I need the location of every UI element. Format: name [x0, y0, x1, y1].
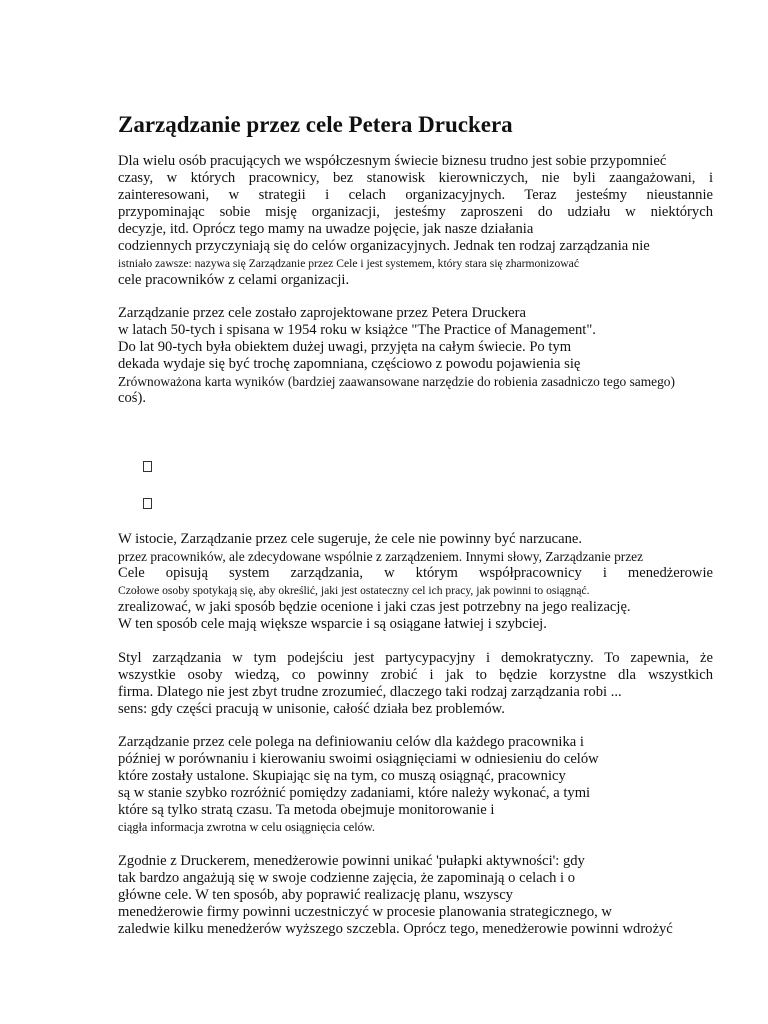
text-line: ciągła informacja zwrotna w celu osiągnięcia celów. [118, 820, 375, 834]
text-line: Styl zarządzania w tym podejściu jest partycypacyjny i demokratyczny. To zapewnia, że [118, 650, 713, 666]
text-line: decyzje, itd. Oprócz tego mamy na uwadze pojęcie, jak nasze działania [118, 221, 534, 237]
text-line: W ten sposób cele mają większe wsparcie i są osiągane łatwiej i szybciej. [118, 616, 547, 632]
missing-glyph-icon [143, 461, 152, 472]
text-line: zainteresowani, w strategii i celach organizacyjnych. Teraz jesteśmy nieustannie [118, 187, 713, 203]
text-line: menedżerowie firmy powinni uczestniczyć w procesie planowania strategicznego, w [118, 904, 612, 920]
text-line: tak bardzo angażują się w swoje codzienne zajęcia, że zapominają o celach i o [118, 870, 576, 886]
text-line: Dla wielu osób pracujących we współczesnym świecie biznesu trudno jest sobie przypomnieć [118, 153, 667, 169]
paragraph-history [118, 305, 713, 407]
text-line: zaledwie kilku menedżerów wyższego szczebla. Oprócz tego, menedżerowie powinni wdrożyć [118, 921, 673, 937]
text-line: są w stanie szybko rozróżnić pomiędzy zadaniami, które należy wykonać, a tymi [118, 785, 591, 801]
text-line: wszystkie osoby wiedzą, co powinny zrobić i jak to będzie korzystne dla wszystkich [118, 667, 713, 683]
document-title: Zarządzanie przez cele Petera Druckera [118, 112, 513, 137]
text-line: Zarządzanie przez cele polega na definiowaniu celów dla każdego pracownika i [118, 734, 584, 750]
text-line: Cele opisują system zarządzania, w którym współpracownicy i menedżerowie [118, 565, 713, 581]
text-line: w latach 50-tych i spisana w 1954 roku w książce "The Practice of Management". [118, 322, 596, 338]
text-line: Zrównoważona karta wyników (bardziej zaawansowane narzędzie do robienia zasadniczo tego samego) [118, 374, 675, 389]
paragraph-intro [118, 153, 713, 289]
text-line: cele pracowników z celami organizacji. [118, 272, 350, 288]
text-line: codziennych przyczyniają się do celów organizacyjnych. Jednak ten rodzaj zarządzania nie [118, 238, 650, 254]
text-line: Zarządzanie przez cele zostało zaprojektowane przez Petera Druckera [118, 305, 526, 321]
text-line: firma. Dlatego nie jest zbyt trudne zrozumieć, dlaczego taki rodzaj zarządzania robi ... [118, 684, 622, 700]
text-line: główne cele. W ten sposób, aby poprawić realizację planu, wszyscy [118, 887, 513, 903]
text-line: zrealizować, w jaki sposób będzie ocenione i jaki czas jest potrzebny na jego realizację. [118, 599, 631, 615]
text-line: później w porównaniu i kierowaniu swoimi osiągnięciami w odniesieniu do celów [118, 751, 599, 767]
text-line: Zgodnie z Druckerem, menedżerowie powinni unikać 'pułapki aktywności': gdy [118, 853, 585, 869]
text-line: przez pracowników, ale zdecydowane wspólnie z zarządzeniem. Innymi słowy, Zarządzanie przez [118, 549, 644, 564]
text-line: sens: gdy części pracują w unisonie, całość działa bez problemów. [118, 701, 505, 717]
text-line: Czołowe osoby spotykają się, aby określić, jaki jest ostateczny cel ich pracy, jak powinni to osiągnąć. [118, 584, 590, 597]
text-line: dekada wydaje się być trochę zapomniana, częściowo z powodu pojawienia się [118, 356, 581, 372]
text-line: istniało zawsze: nazywa się Zarządzanie przez Cele i jest systemem, który stara się zharmonizować [118, 257, 579, 270]
paragraph-style [118, 650, 713, 718]
text-line: które są tylko stratą czasu. Ta metoda obejmuje monitorowanie i [118, 802, 495, 818]
missing-glyph-icon [143, 498, 152, 509]
text-line: W istocie, Zarządzanie przez cele sugeruje, że cele nie powinny być narzucane. [118, 531, 583, 547]
text-line: które zostały ustalone. Skupiając się na tym, co muszą osiągnąć, pracownicy [118, 768, 566, 784]
paragraph-drucker [118, 853, 713, 938]
text-line: Do lat 90-tych była obiektem dużej uwagi, przyjęta na całym świecie. Po tym [118, 339, 572, 355]
text-line: coś). [118, 390, 146, 406]
paragraph-essence [118, 531, 713, 633]
text-line: czasy, w których pracownicy, bez stanowisk kierowniczych, nie byli zaangażowani, i [118, 170, 713, 186]
paragraph-definition [118, 734, 713, 836]
text-line: przypominając sobie misję organizacji, jesteśmy zaproszeni do udziału w niektórych [118, 204, 713, 220]
